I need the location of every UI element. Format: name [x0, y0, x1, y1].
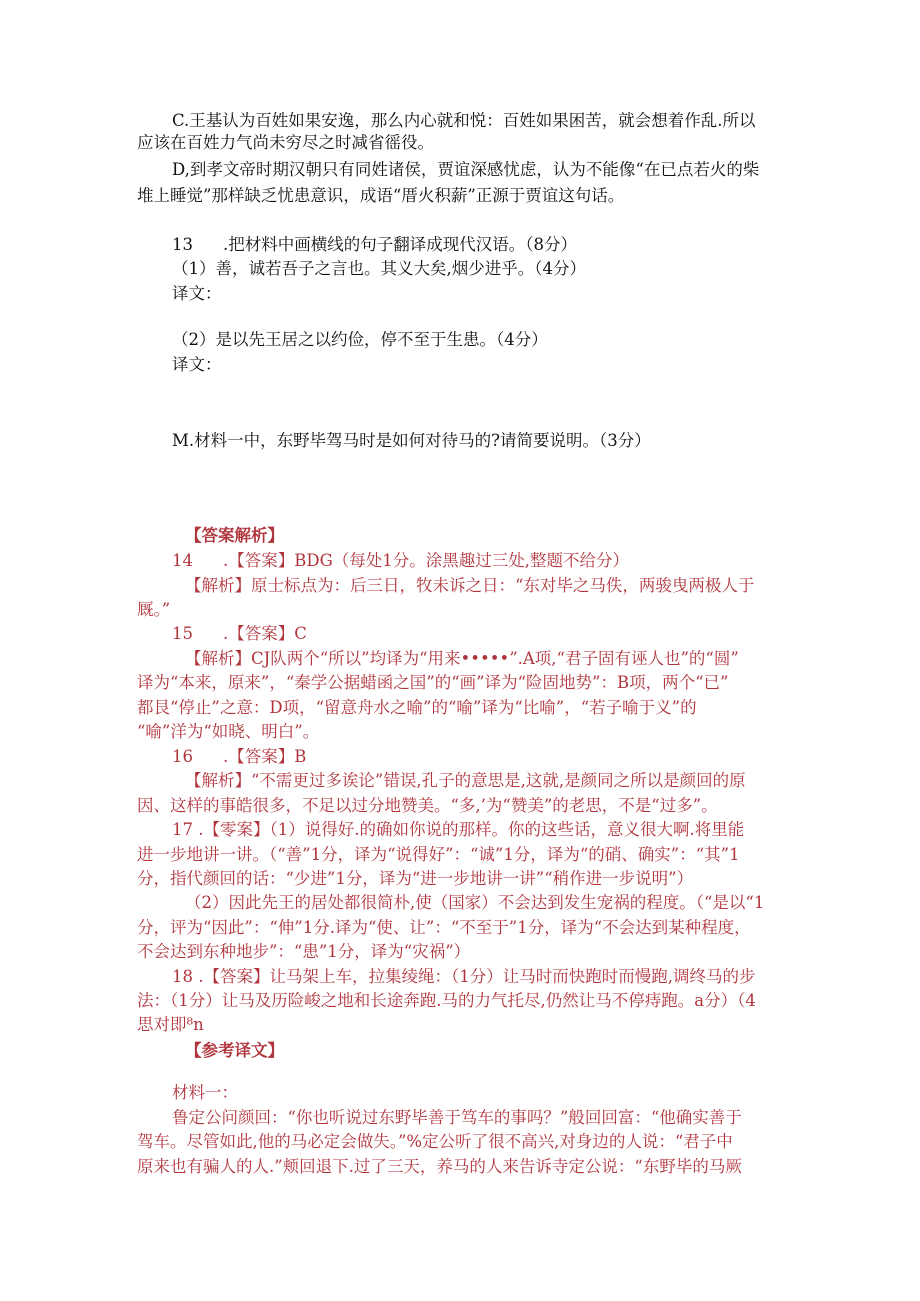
answer-15-text: .【答案】C: [223, 624, 307, 643]
answer-14-explanation-line1: 【解析】原士标点为：后三日，牧未诉之日：“东对毕之马佚，两骏曳两极人于: [185, 576, 755, 595]
answer-16-explanation-line2: 因、这样的事皓很多，不足以过分地赞美。“多,’为“赞美”的老思，不是“过多”。: [137, 796, 718, 815]
answer-17-line1: 17 .【零案】（1）说得好.的确如你说的那样。你的这些话，意义很大啊.将里能: [172, 820, 745, 839]
reference-translation-header: 【参考译文】: [185, 1041, 284, 1060]
answer-18-line2: 法：（1分）让马及历险峻之地和长途奔跑.马的力气托尽,仍然让马不停痔跑。a分）（4: [137, 991, 756, 1010]
answer-14: [172, 549, 629, 573]
answer-15-explanation-line3: 都艮“停止”之意：D项，“留意舟水之喻”的“喻”译为“比喻”，“若子喻于义”的: [137, 698, 697, 717]
answer-16-text: .【答案】B: [223, 747, 307, 766]
answer-14-explanation-line2: 厩。”: [137, 600, 171, 619]
reference-line1: 鲁定公问颜回：“你也听说过东野毕善于笃车的事吗？”般回回富：“他确实善于: [172, 1108, 742, 1127]
answer-17-line5: 分，评为“因此”：“伸”1分.译为“使、让”：“不至于”1分，译为“不会达到某种程度，: [137, 918, 751, 937]
answer-16-number: 16: [172, 747, 193, 766]
answer-16: [172, 745, 306, 769]
q14-question: M.材料一中，东野毕驾马时是如何对待马的?请简要说明。（3分）: [172, 431, 651, 450]
answer-15-explanation-line2: 译为“本来，原来”，“秦学公据蜡函之国”的“画”译为“险固地势”：B项，两个“已”: [137, 673, 729, 692]
answer-18-line1: 18 .【答案】让马架上车，拉集绫绳：（1分）让马时而快跑时而慢跑,调终马的步: [172, 967, 756, 986]
answer-14-text: .【答案】BDG（每处1分。涂黑趣过三处,整题不给分）: [223, 551, 630, 570]
q13-text: .把材料中画横线的句子翻译成现代汉语。（8分）: [223, 235, 577, 254]
answers-header: 【答案解析】: [185, 526, 284, 545]
reference-line2: 驾车。尽管如此,他的马必定会做失。”%定公听了很不高兴,对身边的人说：“君子中: [137, 1132, 733, 1151]
option-c-line2: 应该在百姓力气尚未穷尽之时减省徭役。: [137, 133, 434, 152]
q13-sub2: （2）是以先王居之以约俭，停不至于生患。（4分）: [172, 330, 548, 349]
answer-14-number: 14: [172, 551, 193, 570]
q13-translation-label1: 译文：: [172, 284, 222, 303]
answer-18-line3: 思对即⁸n: [137, 1015, 204, 1034]
answer-15-explanation-line1: 【解析】CJ队两个“所以”均译为“用来•••••”.A项,“君子固有诬人也”的“圆”: [185, 649, 739, 668]
answer-17-line4: （2）因此先王的居处都很简朴,使（国家）不会达到发生宠祸的程度。（“是以“1: [185, 893, 765, 912]
answer-15-explanation-line4: “喻”洋为“如晓、明白”。: [137, 722, 320, 741]
option-d-line1: D,到孝文帝时期汉朝只有同姓诸侯，贾谊深感忧虑，认为不能像“在已点若火的柴: [172, 160, 760, 179]
answer-15-number: 15: [172, 624, 193, 643]
answer-16-explanation-line1: 【解析】“不需更过多诶论”错误,孔子的意思是,这就,是颜同之所以是颜回的原: [185, 771, 746, 790]
answer-17-line6: 不会达到东种地步”：“患”1分，译为“灾祸”）: [137, 942, 471, 961]
reference-line3: 原来也有骗人的人.”颊回退下.过了三天，养马的人来告诉寺定公说：“东野毕的马厥: [137, 1157, 742, 1176]
answer-17-line2: 进一步地讲一讲。（“善”1分，译为“说得好”：“诚”1分，译为“的硝、确实”：“其”1: [137, 845, 740, 864]
q13-sub1: （1）善，诚若吾子之言也。其义大矣,烟少进乎。（4分）: [172, 259, 586, 278]
q13-translation-label2: 译文：: [172, 355, 222, 374]
q13-heading: [172, 233, 577, 257]
option-c-line1: C.王基认为百姓如果安逸，那么内心就和悦：百姓如果困苦，就会想着作乱.所以: [172, 111, 756, 130]
answer-15: [172, 622, 307, 646]
option-d-line2: 堆上睡觉”那样缺乏忧患意识，成语“厝火积薪”正源于贾谊这句话。: [137, 186, 625, 205]
answer-17-line3: 分，指代颜回的话：“少进”1分，译为“进一步地讲一讲”“稍作进一步说明”）: [137, 869, 694, 888]
q13-number: 13: [172, 235, 193, 254]
material-one-label: 材料一：: [172, 1083, 238, 1102]
